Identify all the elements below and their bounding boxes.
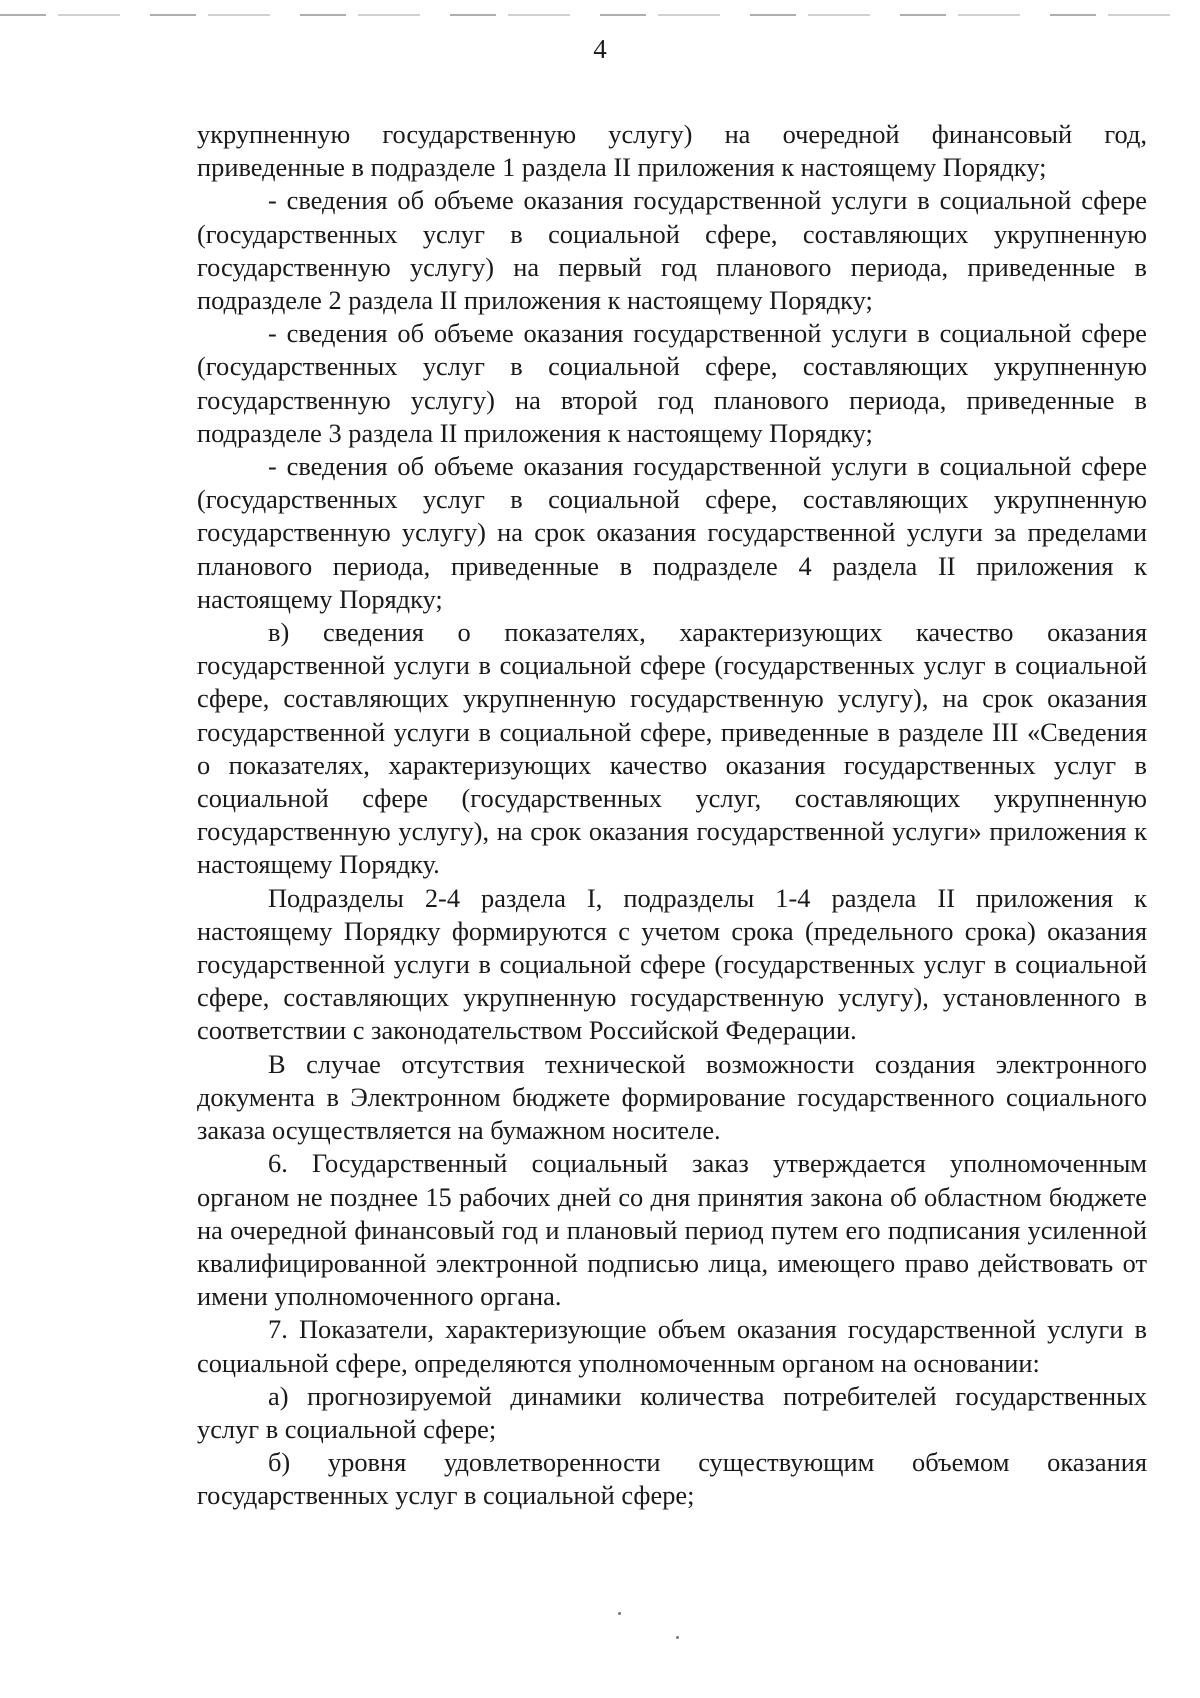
document-body: [197, 118, 1147, 1513]
paragraph: 7. Показатели, характеризующие объем оказания государственной услуги в социальной сфере, определяются уполномоченным органом на основании:: [197, 1314, 1147, 1378]
paragraph: б) уровня удовлетворенности существующим объемом оказания государственных услуг в социальной сфере;: [197, 1447, 1147, 1511]
paragraph: - сведения об объеме оказания государственной услуги в социальной сфере (государственных услуг в социальной сфере, составляющих укрупненную государственную услугу) на первый год планового периода, приведенные в подразделе 2 раздела II приложения к настоящему Порядку;: [197, 185, 1147, 316]
page-number: 4: [593, 34, 607, 64]
scan-speck: [676, 1636, 679, 1639]
paragraph: в) сведения о показателях, характеризующих качество оказания государственной услуги в социальной сфере (государственных услуг в социальной сфере, составляющих укрупненную государственную услугу), на срок оказания государственной услуги в социальной сфере, приведенные в разделе III «Сведения о показателях, характеризующих качество оказания государственных услуг в социальной сфере (государственных услуг, составляющих укрупненную государственную услугу), на срок оказания государственной услуги» приложения к настоящему Порядку.: [197, 617, 1147, 880]
scan-speck: [618, 1612, 621, 1615]
paragraph: 6. Государственный социальный заказ утверждается уполномоченным органом не позднее 15 рабочих дней со дня принятия закона об областном бюджете на очередной финансовый год и плановый период путем его подписания усиленной квалифицированной электронной подписью лица, имеющего право действовать от имени уполномоченного органа.: [197, 1148, 1147, 1312]
paragraph: - сведения об объеме оказания государственной услуги в социальной сфере (государственных услуг в социальной сфере, составляющих укрупненную государственную услугу) на второй год планового периода, приведенные в подразделе 3 раздела II приложения к настоящему Порядку;: [197, 318, 1147, 448]
paragraph: а) прогнозируемой динамики количества потребителей государственных услуг в социальной сфере;: [197, 1380, 1147, 1444]
paragraph: - сведения об объеме оказания государственной услуги в социальной сфере (государственных услуг в социальной сфере, составляющих укрупненную государственную услугу) на срок оказания государственной услуги за пределами планового периода, приведенные в подразделе 4 раздела II приложения к настоящему Порядку;: [197, 451, 1147, 614]
paragraph: укрупненную государственную услугу) на очередной финансовый год, приведенные в подразделе 1 раздела II приложения к настоящему Порядку;: [197, 119, 1147, 183]
paragraph: Подразделы 2-4 раздела I, подразделы 1-4 раздела II приложения к настоящему Порядку формируются с учетом срока (предельного срока) оказания государственной услуги в социальной сфере (государственных услуг в социальной сфере, составляющих укрупненную государственную услугу), установленного в соответствии с законодательством Российской Федерации.: [197, 882, 1147, 1046]
scan-top-edge: [0, 14, 1200, 16]
paragraph: В случае отсутствия технической возможности создания электронного документа в Электронном бюджете формирование государственного социального заказа осуществляется на бумажном носителе.: [197, 1048, 1147, 1146]
